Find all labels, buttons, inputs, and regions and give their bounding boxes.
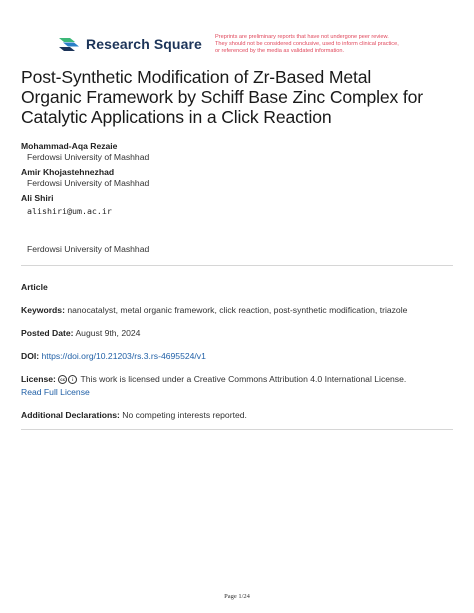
- author-block: [21, 141, 461, 163]
- disclaimer-line: or referenced by the media as validated information.: [215, 48, 345, 55]
- doi-link[interactable]: https://doi.org/10.21203/rs.3.rs-4695524/v1: [41, 351, 206, 361]
- article-type: Article: [21, 282, 48, 292]
- disclaimer-line: They should not be considered conclusive, used to inform clinical practice,: [215, 41, 399, 48]
- divider: [21, 429, 453, 430]
- doi-row: [21, 350, 206, 362]
- license-link-row: [21, 386, 90, 398]
- author-affiliation: Ferdowsi University of Mashhad: [27, 178, 150, 188]
- preprint-disclaimer: [215, 34, 465, 56]
- attribution-icon: i: [68, 375, 77, 384]
- license-row: [21, 373, 406, 385]
- disclaimer-line: Preprints are preliminary reports that have not undergone peer review.: [215, 34, 389, 40]
- header: [0, 0, 474, 62]
- author-name: Mohammad-Aqa Rezaie: [21, 141, 118, 151]
- title-line: Organic Framework by Schiff Base Zinc Complex for: [21, 87, 424, 107]
- research-square-logo-icon: [57, 36, 81, 52]
- doi-label: DOI:: [21, 351, 40, 361]
- paper-title: [21, 67, 461, 127]
- license-label: License:: [21, 374, 56, 384]
- author-email[interactable]: alishiri@um.ac.ir: [27, 206, 112, 216]
- keywords-label: Keywords:: [21, 305, 65, 315]
- license-text: This work is licensed under a Creative Commons Attribution 4.0 International License.: [80, 374, 407, 384]
- logo-text: Research Square: [86, 36, 202, 52]
- declarations-row: [21, 409, 247, 421]
- author-name: Ali Shiri: [21, 193, 54, 203]
- author-affiliation: Ferdowsi University of Mashhad: [27, 152, 150, 162]
- page-number: Page 1/24: [224, 593, 250, 600]
- title-line: Post-Synthetic Modification of Zr-Based Metal: [21, 67, 372, 87]
- declarations-label: Additional Declarations:: [21, 410, 120, 420]
- posted-date-label: Posted Date:: [21, 328, 74, 338]
- research-square-logo[interactable]: [57, 36, 202, 52]
- posted-date-row: [21, 327, 140, 339]
- author-block: [21, 193, 461, 217]
- title-line: Catalytic Applications in a Click Reaction: [21, 107, 332, 127]
- author-block: [21, 167, 461, 189]
- read-full-license-link[interactable]: Read Full License: [21, 387, 90, 397]
- author-list: [21, 141, 461, 217]
- author-affiliation: Ferdowsi University of Mashhad: [27, 244, 150, 254]
- posted-date-value: August 9th, 2024: [75, 328, 141, 338]
- declarations-value: No competing interests reported.: [122, 410, 247, 420]
- divider: [21, 265, 453, 266]
- creative-commons-icon: cc: [60, 377, 66, 383]
- keywords-row: [21, 304, 407, 316]
- author-name: Amir Khojastehnezhad: [21, 167, 115, 177]
- keywords-value: nanocatalyst, metal organic framework, click reaction, post-synthetic modification, triazole: [67, 305, 408, 315]
